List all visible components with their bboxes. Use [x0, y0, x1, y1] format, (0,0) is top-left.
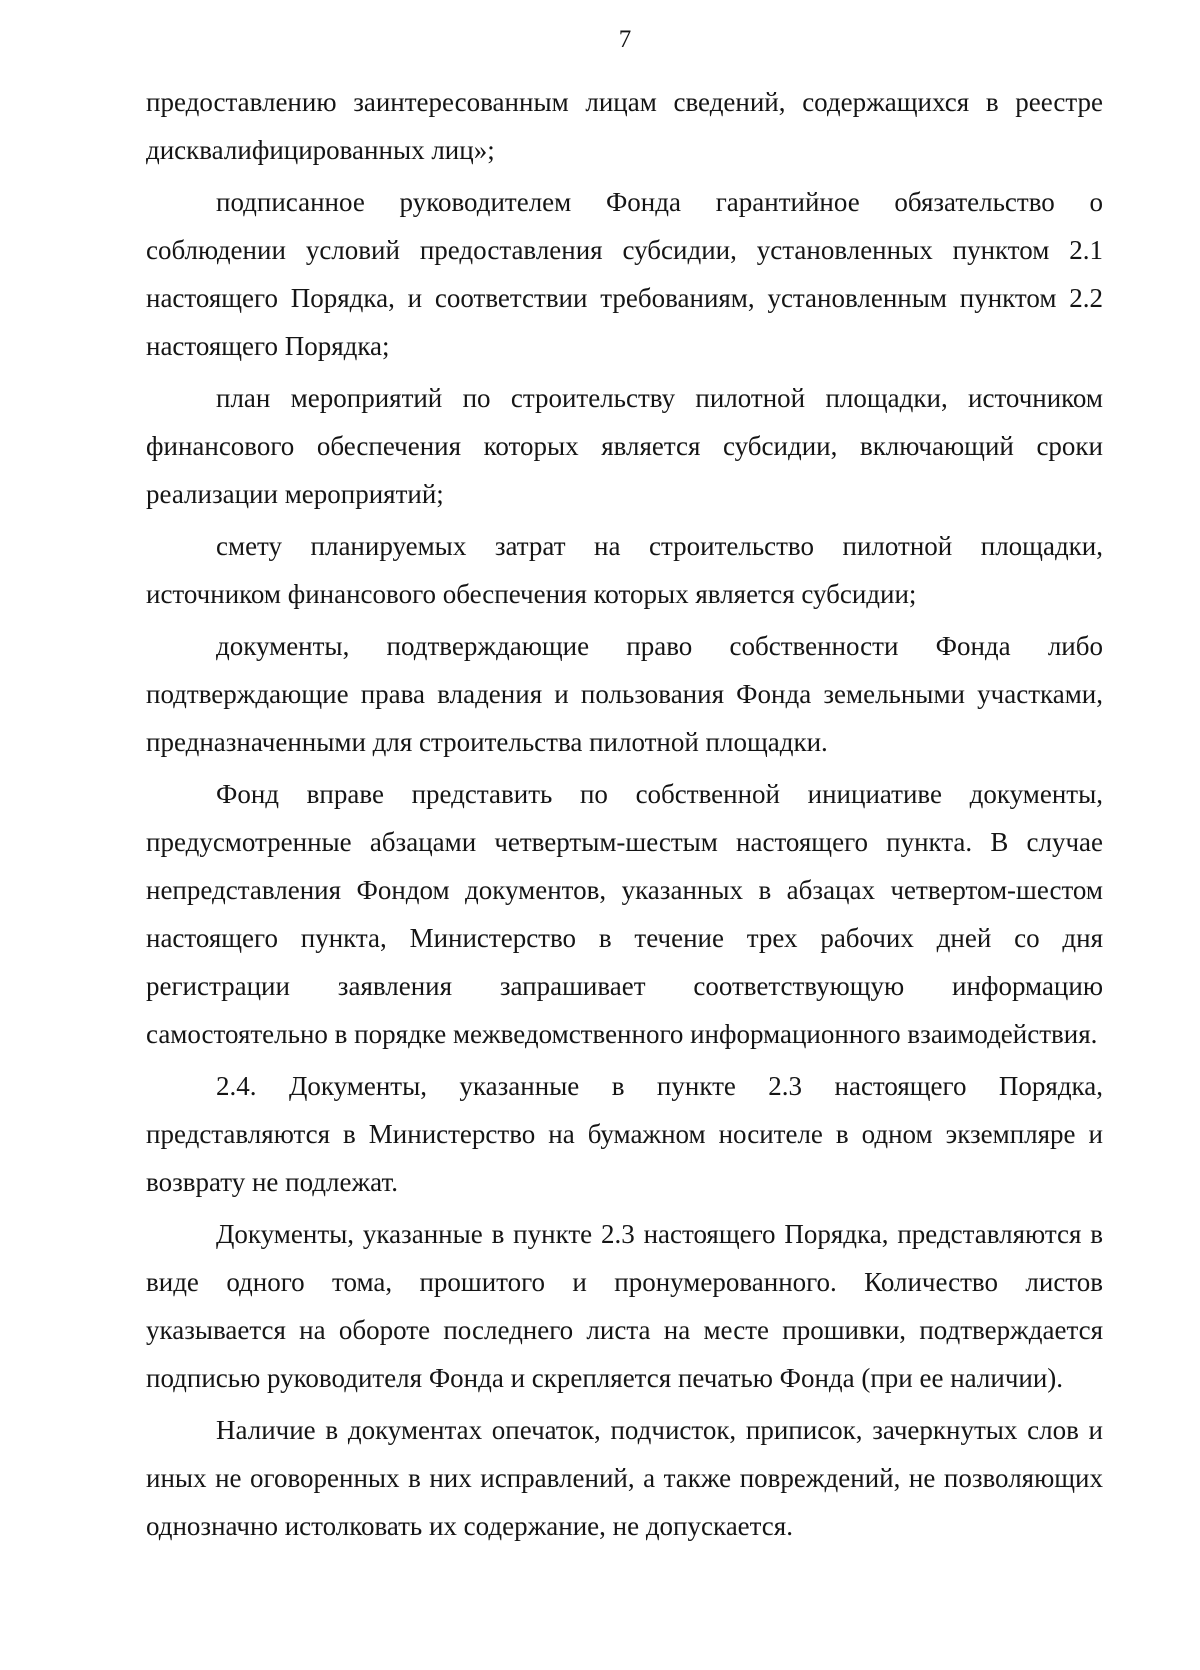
page-number: 7 — [618, 26, 632, 53]
paragraph-corrections-prohibited: Наличие в документах опечаток, подчисток, приписок, зачеркнутых слов и иных не оговоренных в них исправлений, а также повреждений, не позволяющих однозначно истолковать их содержание, не допускается. — [146, 1415, 1103, 1541]
paragraph-ownership-documents: документы, подтверждающие право собственности Фонда либо подтверждающие права владения и пользования Фонда земельными участками, предназначенными для строительства пилотной площадки. — [146, 631, 1103, 757]
paragraph-guarantee-obligation: подписанное руководителем Фонда гарантийное обязательство о соблюдении условий предоставления субсидии, установленных пунктом 2.1 настоящего Порядка, и соответствии требованиям, установленным пунктом 2.2 настоящего Порядка; — [146, 187, 1103, 361]
paragraph-section-2-4: 2.4. Документы, указанные в пункте 2.3 настоящего Порядка, представляются в Министерство на бумажном носителе в одном экземпляре и возврату не подлежат. — [146, 1071, 1103, 1197]
paragraph-event-plan: план мероприятий по строительству пилотной площадки, источником финансового обеспечения которых является субсидии, включающий сроки реализации мероприятий; — [146, 383, 1103, 509]
paragraph-own-initiative: Фонд вправе представить по собственной инициативе документы, предусмотренные абзацами четвертым-шестым настоящего пункта. В случае непредставления Фондом документов, указанных в абзацах четвертом-шестом настоящего пункта, Министерство в течение трех рабочих дней со дня регистрации заявления запрашивает соответствующую информацию самостоятельно в порядке межведомственного информационного взаимодействия. — [146, 779, 1103, 1049]
paragraph-cost-estimate: смету планируемых затрат на строительство пилотной площадки, источником финансового обеспечения которых является субсидии; — [146, 531, 1103, 609]
paragraph-volume-binding: Документы, указанные в пункте 2.3 настоящего Порядка, представляются в виде одного тома, прошитого и пронумерованного. Количество листов указывается на обороте последнего листа на месте прошивки, подтверждается подписью руководителя Фонда и скрепляется печатью Фонда (при ее наличии). — [146, 1219, 1103, 1393]
document-body — [146, 78, 1103, 1550]
paragraph-continuation: предоставлению заинтересованным лицам сведений, содержащихся в реестре дисквалифицированных лиц»; — [146, 87, 1103, 165]
